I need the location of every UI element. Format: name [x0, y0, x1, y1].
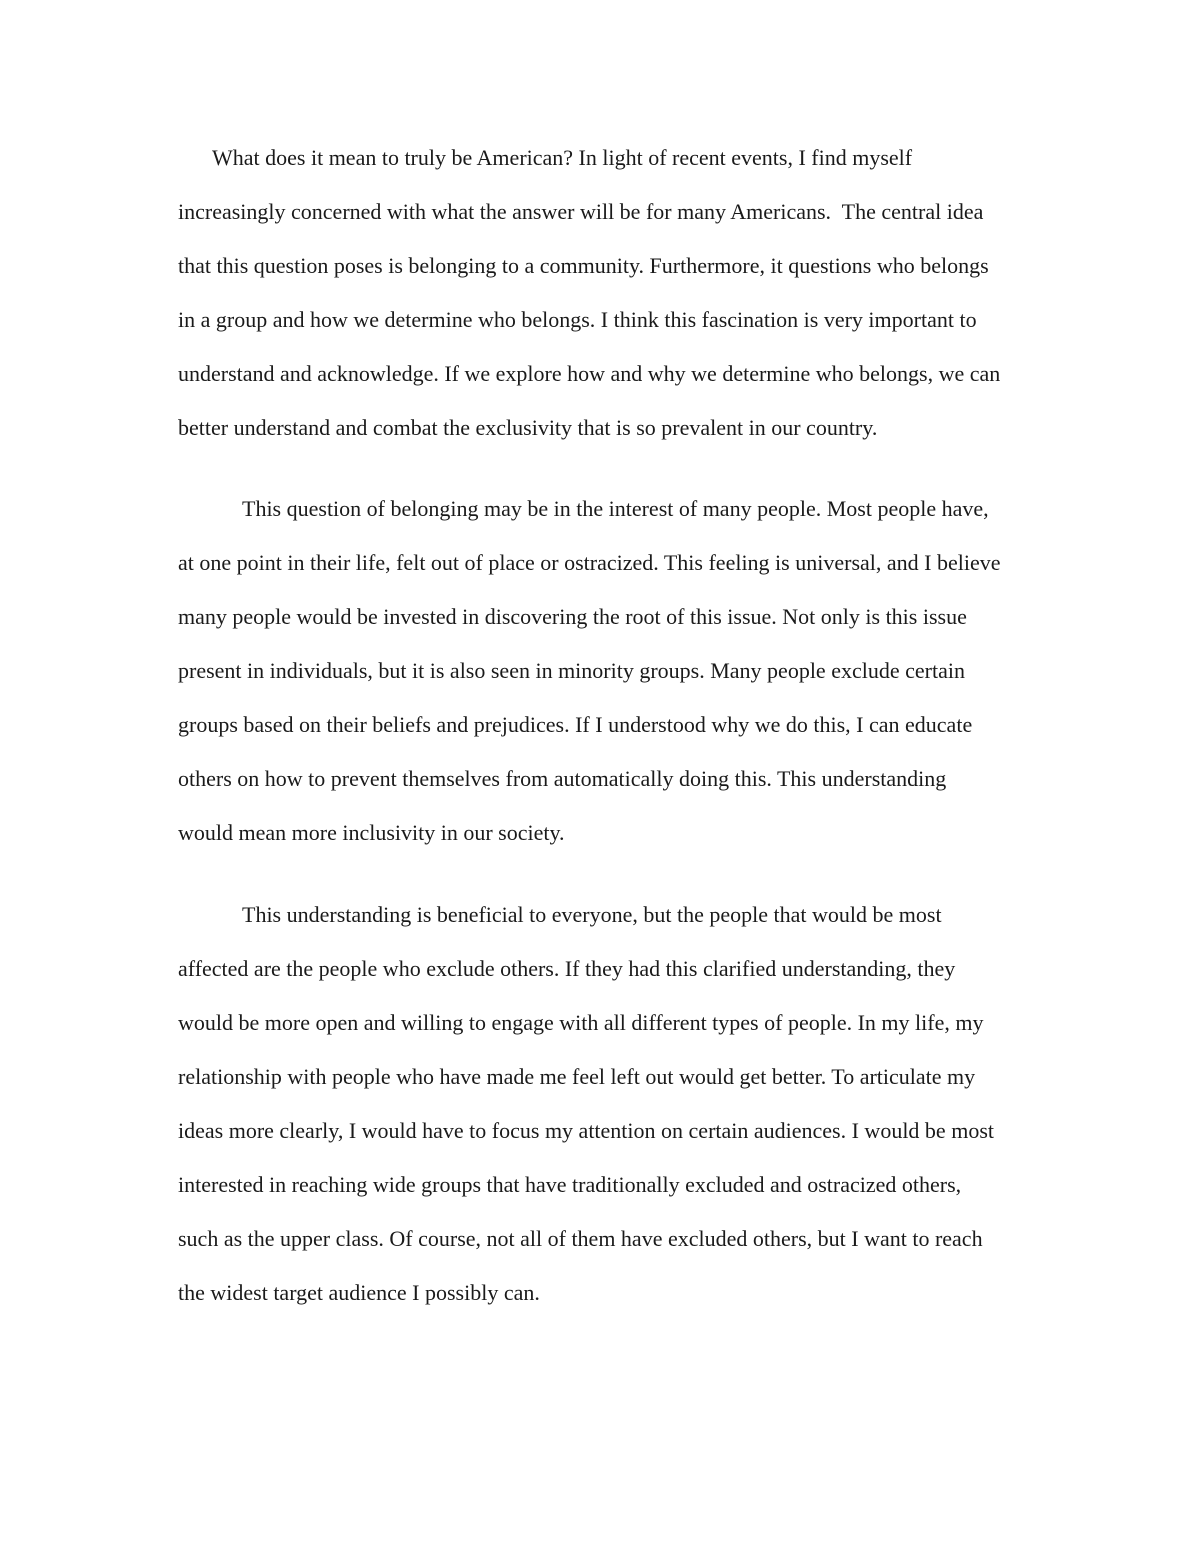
paragraph-line: present in individuals, but it is also seen in minority groups. Many people exclude certain: [178, 658, 965, 683]
paragraph-line: in a group and how we determine who belongs. I think this fascination is very important to: [178, 307, 977, 332]
paragraph-line: ideas more clearly, I would have to focus my attention on certain audiences. I would be most: [178, 1118, 994, 1143]
paragraph-line: What does it mean to truly be American? In light of recent events, I find myself: [212, 145, 913, 170]
paragraph-line: relationship with people who have made me feel left out would get better. To articulate my: [178, 1064, 976, 1089]
paragraph-line: affected are the people who exclude others. If they had this clarified understanding, they: [178, 956, 956, 981]
paragraph-line: This question of belonging may be in the interest of many people. Most people have,: [242, 496, 989, 521]
paragraph-line: would be more open and willing to engage with all different types of people. In my life, my: [178, 1010, 984, 1035]
paragraph-line: groups based on their beliefs and prejudices. If I understood why we do this, I can educate: [178, 712, 973, 737]
paragraph-line: many people would be invested in discovering the root of this issue. Not only is this issue: [178, 604, 967, 629]
paragraph-line: would mean more inclusivity in our society.: [178, 820, 565, 845]
paragraph-line: This understanding is beneficial to everyone, but the people that would be most: [242, 902, 942, 927]
paragraph-line: the widest target audience I possibly can.: [178, 1280, 540, 1305]
paragraph-line: interested in reaching wide groups that have traditionally excluded and ostracized others,: [178, 1172, 962, 1197]
paragraph-line: increasingly concerned with what the answer will be for many Americans. The central idea: [178, 199, 984, 224]
paragraph-line: understand and acknowledge. If we explore how and why we determine who belongs, we can: [178, 361, 1001, 386]
paragraph-line: that this question poses is belonging to a community. Furthermore, it questions who belongs: [178, 253, 989, 278]
paragraph-line: others on how to prevent themselves from automatically doing this. This understanding: [178, 766, 947, 791]
paragraph-line: better understand and combat the exclusivity that is so prevalent in our country.: [178, 415, 878, 440]
paragraph-line: such as the upper class. Of course, not all of them have excluded others, but I want to reach: [178, 1226, 983, 1251]
paragraph-line: at one point in their life, felt out of place or ostracized. This feeling is universal, and I believe: [178, 550, 1001, 575]
